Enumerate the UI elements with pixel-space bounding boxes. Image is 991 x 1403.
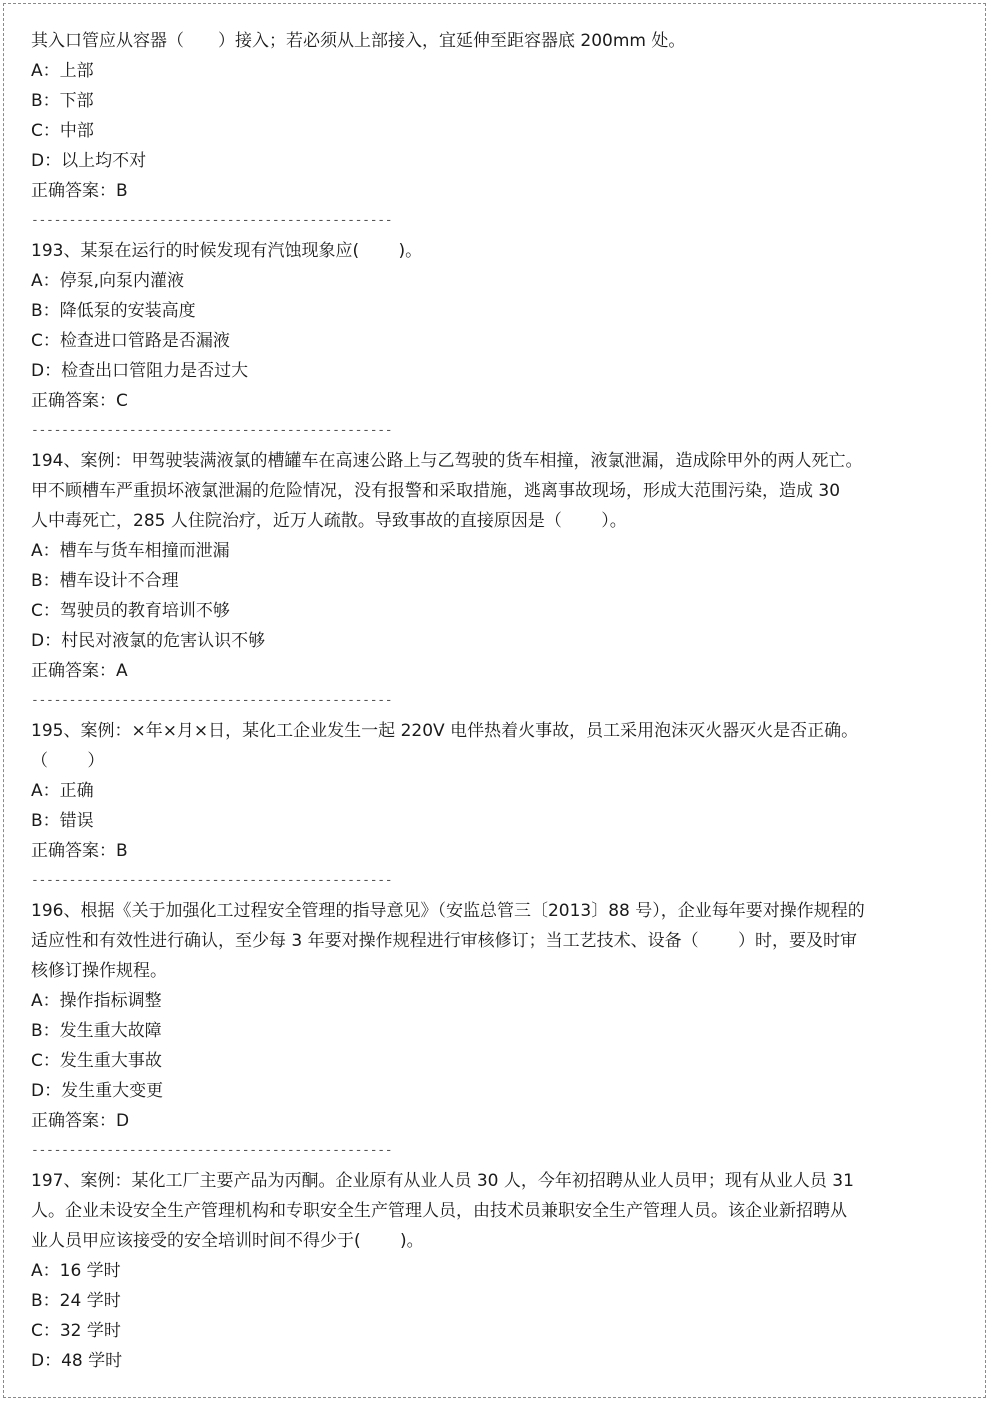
separator-line: ------------------------------------------------ [31, 693, 393, 708]
question-text: 甲不顾槽车严重损坏液氯泄漏的危险情况，没有报警和采取措施，逃离事故现场，形成大范围污染，造成 30 [31, 481, 841, 501]
answer-option: B：槽车设计不合理 [31, 571, 179, 591]
question-text: 核修订操作规程。 [31, 961, 167, 981]
answer-option: D：检查出口管阻力是否过大 [31, 361, 249, 381]
question-text: 业人员甲应该接受的安全培训时间不得少于( )。 [31, 1231, 424, 1251]
question-text: （ ） [31, 751, 105, 771]
answer-option: B：24 学时 [31, 1291, 121, 1311]
question-text: 人中毒死亡，285 人住院治疗，近万人疏散。导致事故的直接原因是（ ）。 [31, 511, 627, 531]
answer-option: B：错误 [31, 811, 94, 831]
correct-answer: 正确答案：B [31, 181, 128, 201]
separator-line: ------------------------------------------------ [31, 873, 393, 888]
answer-option: B：降低泵的安装高度 [31, 301, 196, 321]
answer-option: B：下部 [31, 91, 94, 111]
question-text: 193、某泵在运行的时候发现有汽蚀现象应( )。 [31, 241, 423, 261]
answer-option: A：槽车与货车相撞而泄漏 [31, 541, 230, 561]
answer-option: C：检查进口管路是否漏液 [31, 331, 230, 351]
correct-answer: 正确答案：D [31, 1111, 130, 1131]
answer-option: C：发生重大事故 [31, 1051, 162, 1071]
answer-option: C：驾驶员的教育培训不够 [31, 601, 230, 621]
separator-line: ------------------------------------------------ [31, 213, 393, 228]
correct-answer: 正确答案：C [31, 391, 128, 411]
question-text: 196、根据《关于加强化工过程安全管理的指导意见》（安监总管三〔2013〕88 号），企业每年要对操作规程的 [31, 901, 865, 921]
answer-option: A：停泵,向泵内灌液 [31, 271, 185, 291]
question-text: 197、案例：某化工厂主要产品为丙酮。企业原有从业人员 30 人，今年初招聘从业人员甲；现有从业人员 31 [31, 1171, 854, 1191]
question-block [31, 1166, 881, 1376]
answer-option: D：以上均不对 [31, 151, 147, 171]
answer-option: C：中部 [31, 121, 94, 141]
question-block [31, 446, 881, 686]
separator-line: ------------------------------------------------ [31, 1143, 393, 1158]
answer-option: D：发生重大变更 [31, 1081, 164, 1101]
question-list [31, 26, 881, 1376]
correct-answer: 正确答案：B [31, 841, 128, 861]
answer-option: B：发生重大故障 [31, 1021, 162, 1041]
question-text: 适应性和有效性进行确认，至少每 3 年要对操作规程进行审核修订；当工艺技术、设备（ ）时，要及时审 [31, 931, 858, 951]
answer-option: D：48 学时 [31, 1351, 123, 1371]
correct-answer: 正确答案：A [31, 661, 128, 681]
question-block [31, 896, 881, 1136]
answer-option: D：村民对液氯的危害认识不够 [31, 631, 266, 651]
question-block [31, 26, 881, 206]
answer-option: C：32 学时 [31, 1321, 121, 1341]
question-text: 194、案例：甲驾驶装满液氯的槽罐车在高速公路上与乙驾驶的货车相撞，液氯泄漏，造成除甲外的两人死亡。 [31, 451, 863, 471]
question-text: 人。企业未设安全生产管理机构和专职安全生产管理人员，由技术员兼职安全生产管理人员。该企业新招聘从 [31, 1201, 847, 1221]
question-block [31, 236, 881, 416]
answer-option: A：上部 [31, 61, 94, 81]
question-block [31, 716, 881, 866]
question-text: 其入口管应从容器（ ）接入；若必须从上部接入，宜延伸至距容器底 200mm 处。 [31, 31, 686, 51]
question-text: 195、案例：×年×月×日，某化工企业发生一起 220V 电伴热着火事故，员工采用泡沫灭火器灭火是否正确。 [31, 721, 859, 741]
answer-option: A：操作指标调整 [31, 991, 162, 1011]
answer-option: A：16 学时 [31, 1261, 121, 1281]
separator-line: ------------------------------------------------ [31, 423, 393, 438]
answer-option: A：正确 [31, 781, 94, 801]
